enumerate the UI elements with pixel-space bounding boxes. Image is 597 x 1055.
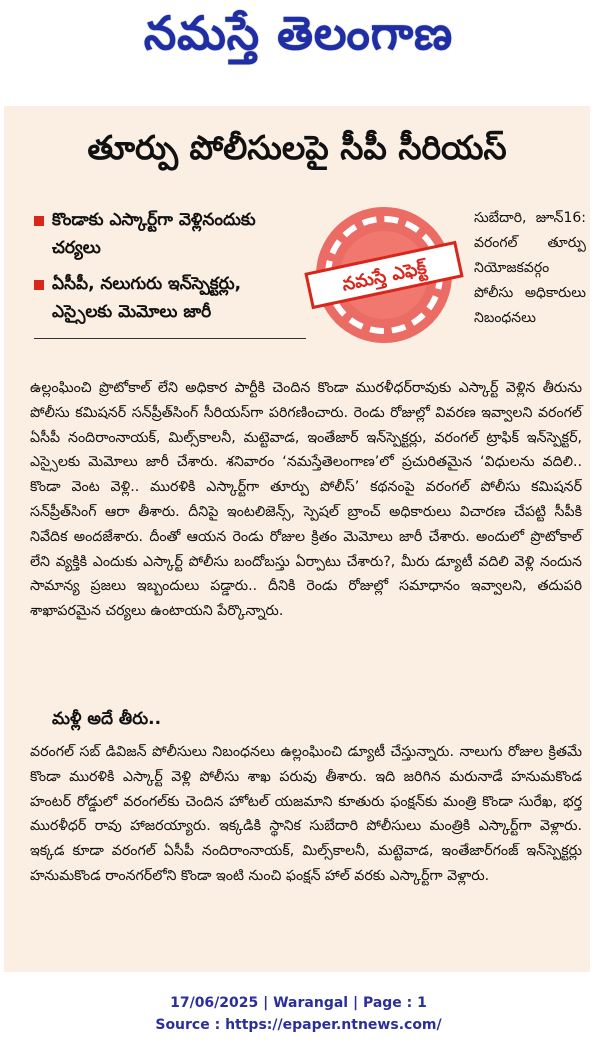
bullet-text: కొండాకు ఎస్కార్ట్‌గా వెళ్లినందుకు చర్యలు bbox=[52, 210, 256, 258]
footer-date-edition: 17/06/2025 | Warangal | Page : 1 bbox=[170, 995, 427, 1011]
article-paragraph: ఉల్లంఘించి ప్రొటోకాల్ లేని అధికార పార్టీకి చెందిన కొండా మురళీధర్‌రావుకు ఎస్కార్ట్ వెళ్లిన తీరును పోలీసు కమిషనర్ సన్‌ప్రీత్‌సింగ్ సీరియస్‌గా పరిగణించారు. రెండు రోజుల్లో వివరణ ఇవ్వాలని వరంగల్ ఏసీపీ నందిరాంనాయక్, మిల్స్‌కాలనీ, మట్టెవాడ, ఇంతేజార్ ఇన్‌స్పెక్టర్లు, వరంగల్ ట్రాఫిక్ ఇన్‌స్పెక్టర్, ఎస్సైలకు మెమోలు జారీ చేశారు. శనివారం ‘నమస్తేతెలంగాణ’లో ప్రచురితమైన ‘విధులను వదిలి.. కొండా వెంట వెళ్లి.. మురళికి ఎస్కార్ట్‌గా తూర్పు పోలీస్’ కథనంపై వరంగల్ పోలీసు కమిషనర్ సన్‌ప్రీత్‌సింగ్ ఆరా తీశారు. దీనిపై ఇంటలిజెన్స్, స్పెషల్ బ్రాంచ్ అధికారులు విచారణ చేపట్టి సీపీకి నివేదిక అందజేశారు. దీంతో ఆయన రెండు రోజుల క్రితం మెమోలు జారీ చేశారు. అందులో ప్రొటోకాల్ లేని వ్యక్తికి ఎందుకు ఎస్కార్ట్ పోలీసు బందోబస్తు ఏర్పాటు చేశారు?, మీరు డ్యూటీ వదిలి వెళ్లి నందున సామాన్య ప్రజలు ఇబ్బందులు పడ్డారు.. దీనికి రెండు రోజుల్లో సమాధానం ఇవ్వాలని, తదుపరి శాఖాపరమైన చర్యలు ఉంటాయని పేర్కొన్నారు. bbox=[30, 380, 582, 620]
article-subheading: మళ్లీ అదే తీరు.. bbox=[52, 709, 162, 729]
bullet-item bbox=[34, 206, 306, 262]
news-article-clipping bbox=[4, 106, 590, 972]
dateline-column: సుబేదారి, జూన్16: వరంగల్ తూర్పు నియోజకవర్గం పోలీసు అధికారులు నిబంధనలు bbox=[474, 210, 586, 326]
newspaper-masthead bbox=[0, 0, 597, 78]
bullet-square-icon bbox=[34, 280, 44, 290]
bullet-square-icon bbox=[34, 216, 44, 226]
clipping-footer bbox=[0, 992, 597, 1036]
highlight-bullets bbox=[34, 206, 306, 334]
bullet-divider bbox=[34, 338, 306, 339]
article-headline: తూర్పు పోలీసులపై సీపీ సీరియస్ bbox=[87, 128, 507, 167]
bullet-item bbox=[34, 270, 306, 326]
bullet-text: ఏసీపీ, నలుగురు ఇన్‌స్పెక్టర్లు, ఎస్సైలకు మెమోలు జారీ bbox=[52, 274, 242, 322]
badge-label: నమస్తే ఎఫెక్ట్ bbox=[340, 257, 429, 296]
masthead-title: నమస్తే తెలంగాణ bbox=[143, 6, 454, 60]
footer-source-link[interactable]: Source : https://epaper.ntnews.com/ bbox=[155, 1017, 442, 1033]
namaste-effect-stamp-badge bbox=[304, 202, 464, 348]
article-paragraph: వరంగల్ సబ్ డివిజన్ పోలీసులు నిబంధనలు ఉల్లంఘించి డ్యూటీ చేస్తున్నారు. నాలుగు రోజుల క్రితమే కొండా మురళికి ఎస్కార్ట్ వెళ్లి పోలీసు శాఖ పరువు తీశారు. ఇది జరిగిన మరునాడే హనుమకొండ హంటర్ రోడ్డులో వరంగల్‌కు చెందిన హోటల్ యజమాని కూతురు ఫంక్షన్‌కు మంత్రి కొండా సురేఖ, భర్త మురళీధర్ రావు హాజరయ్యారు. ఇక్కడికి స్థానిక సుబేదారి పోలీసులు మంత్రికి ఎస్కార్ట్‌గా వెళ్లారు. ఇక్కడ కూడా వరంగల్ ఏసీపీ నందిరాంనాయక్, మిల్స్‌కాలనీ, మట్టెవాడ, ఇంతేజార్‌గంజ్ ఇన్‌స్పెక్టర్లు హనుమకొండ రాంనగర్‌లోని కొండా ఇంటి నుంచి ఫంక్షన్ హాల్ వరకు ఎస్కార్ట్‌గా వెళ్లారు. bbox=[30, 744, 582, 884]
